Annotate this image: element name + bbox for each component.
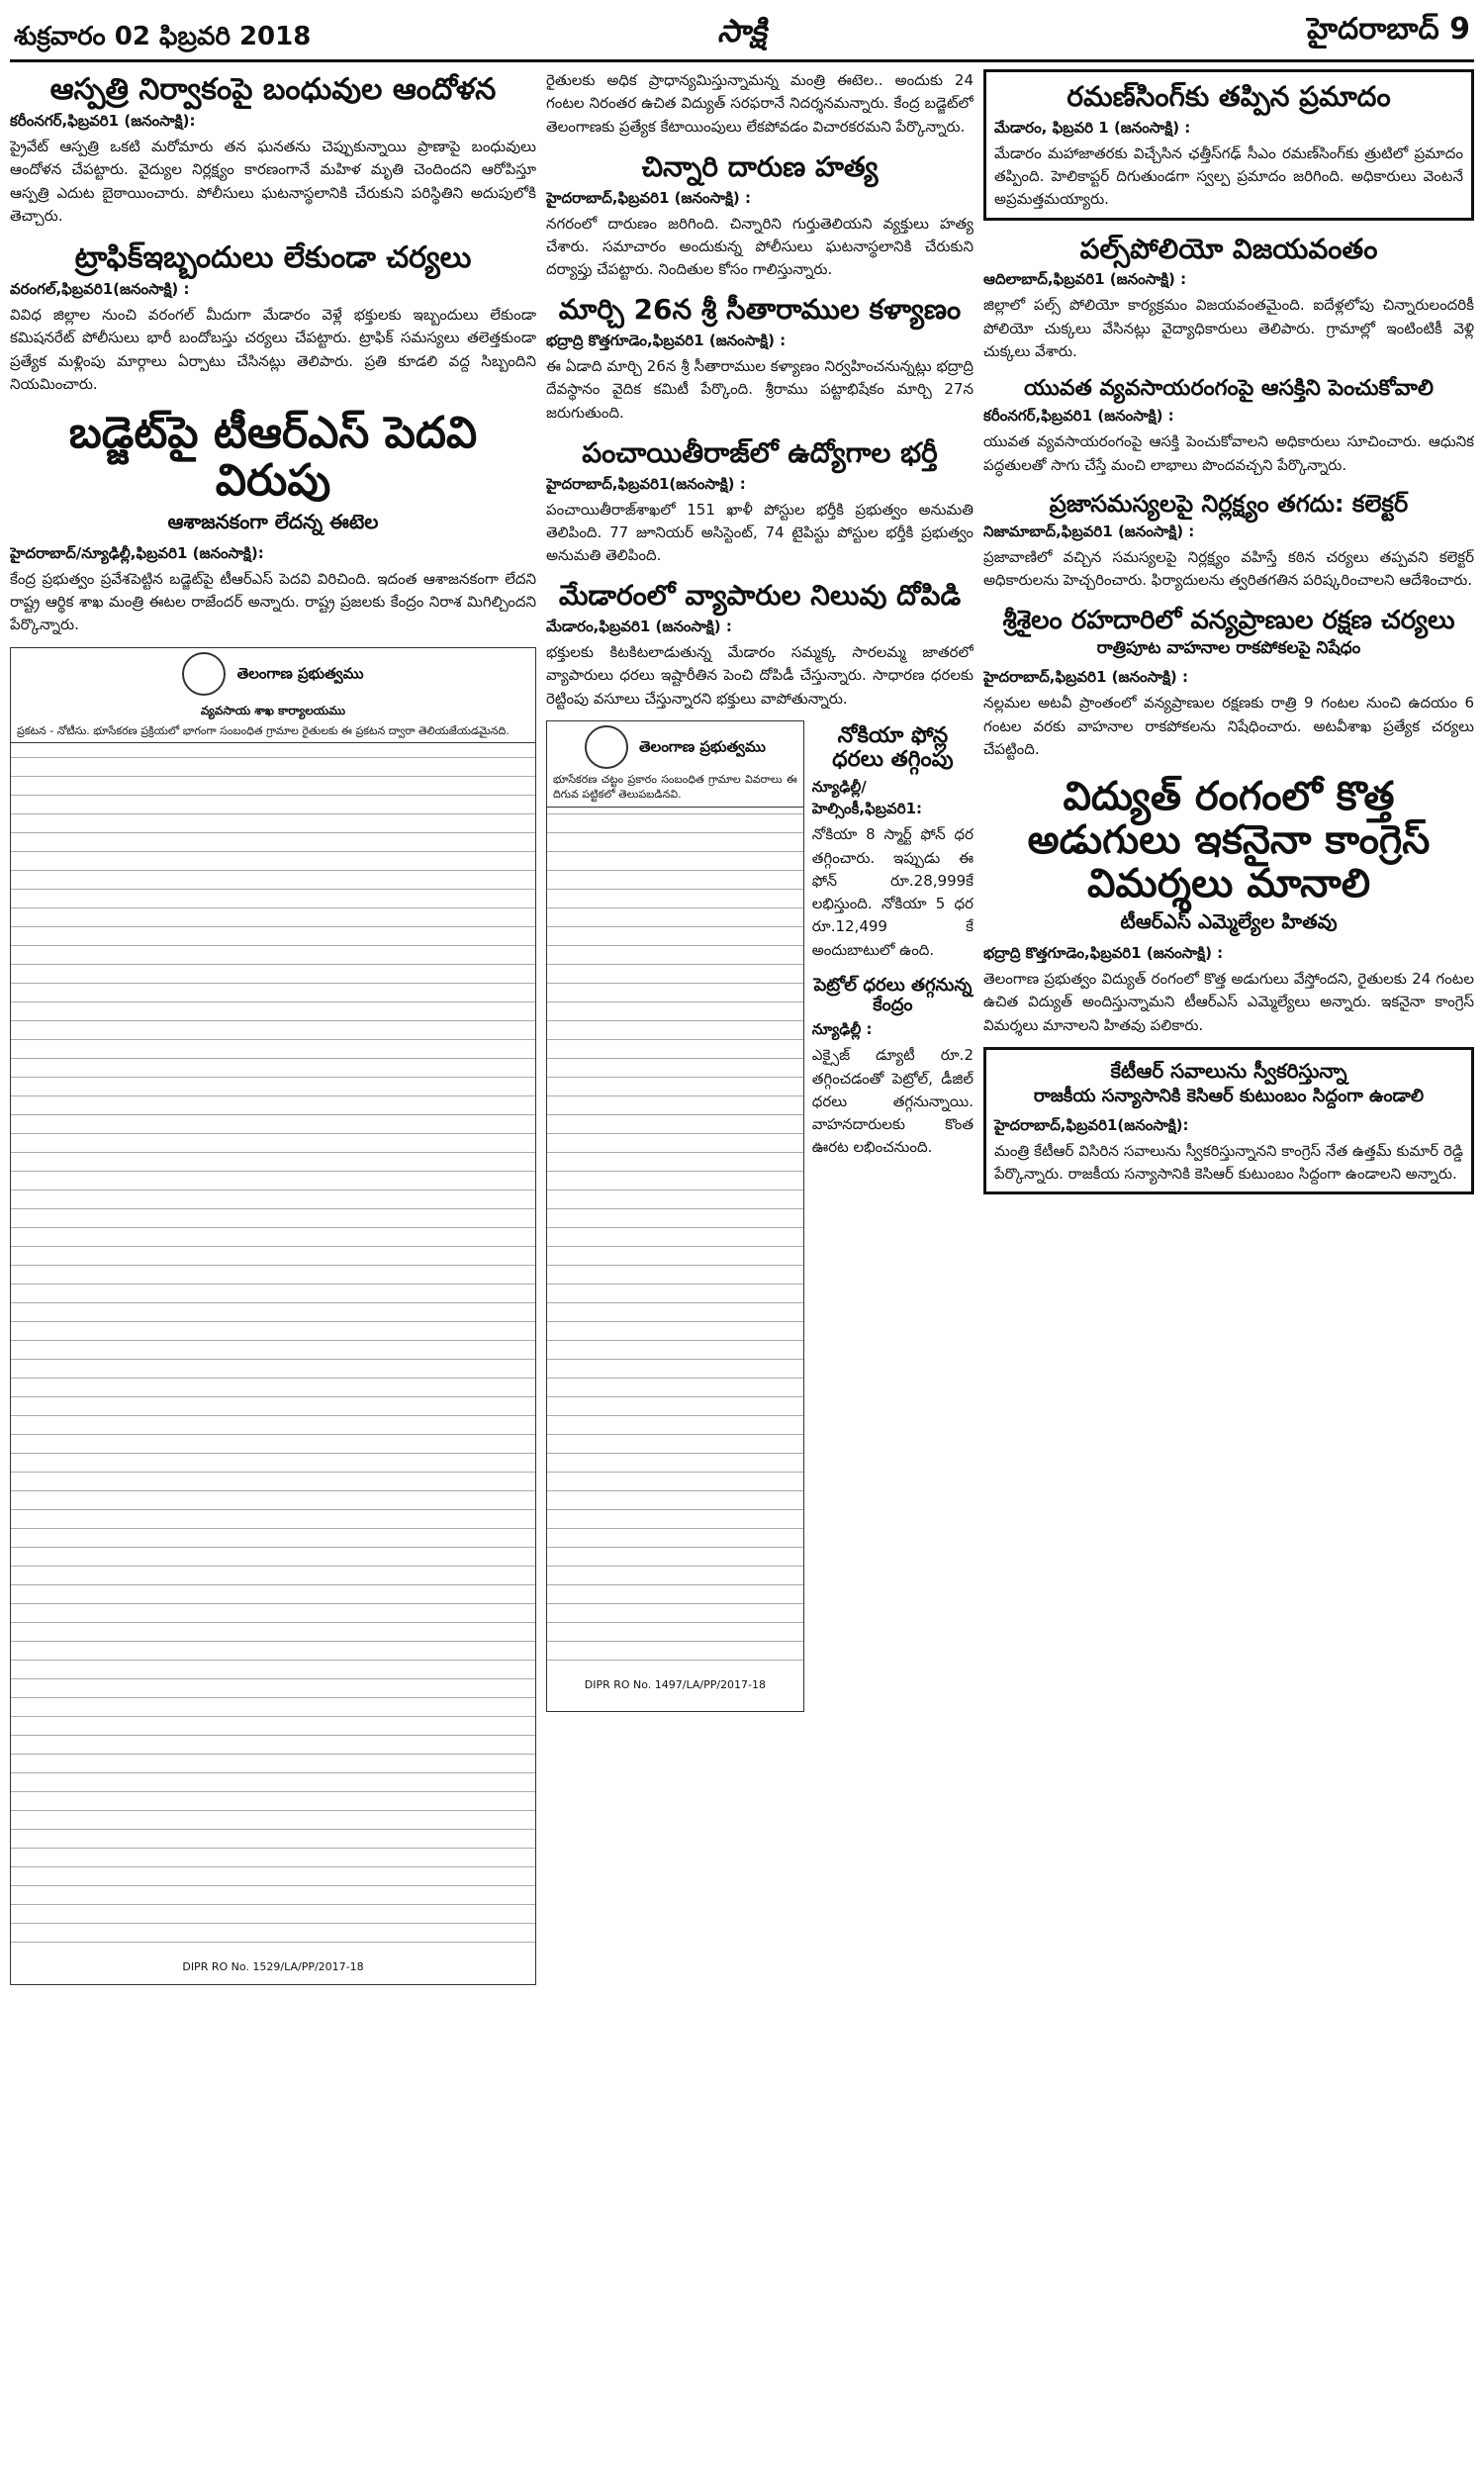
ad-footer: DIPR RO No. 1529/LA/PP/2017-18	[182, 1960, 364, 1974]
story-dateline: హైదరాబాద్,ఫిబ్రవరి1(జనంసాక్షి) :	[546, 474, 746, 493]
story-hospital-protest	[10, 69, 536, 228]
column-right	[983, 69, 1474, 2465]
story-body: నోకియా 8 స్మార్ట్ ఫోన్ ధర తగ్గించారు. ఇప్పుడు ఈ ఫోన్ రూ.28,999కే లభిస్తుంది. నోకియా 5 ధర రూ.12,499 కే అందుబాటులో ఉంది.	[811, 825, 974, 959]
story-dateline: భద్రాద్రి కొత్తగూడెం,ఫిబ్రవరి1 (జనంసాక్షి) :	[983, 944, 1224, 963]
ad-title: తెలంగాణ ప్రభుత్వము	[236, 664, 364, 683]
story-headline: పల్స్‌పోలియో విజయవంతం	[1079, 232, 1378, 265]
story-body: భక్తులకు కిటకిటలాడుతున్న మేడారం సమ్మక్క సారలమ్మ జాతరలో వ్యాపారులు ధరలు ఇష్టారీతిన పెంచి దోపిడీ చేస్తున్నారు. సాధారణ ధరలకు రెట్టింపు వసూలు చేస్తున్నారని భక్తులు వాపోతున్నారు.	[546, 643, 974, 708]
story-youth-agriculture	[983, 373, 1474, 477]
story-headline: పెట్రోల్ ధరలు తగ్గనున్న కేంద్రం	[813, 974, 973, 1015]
ad-footer: DIPR RO No. 1497/LA/PP/2017-18	[584, 1677, 767, 1691]
story-traffic	[10, 238, 536, 396]
side-stories	[812, 720, 974, 1712]
story-raman-singh	[983, 69, 1474, 221]
story-body: ప్రైవేట్ ఆస్పత్రి ఒకటి మరోమారు తన ఘనతను చెప్పుకున్నాయి ప్రాణాపై బంధువులు ఆందోళన చేపట్టారు. వైద్యుల నిర్లక్ష్యం కారణంగానే మహిళ మృతి చెందిందని ఆరోపిస్తూ ఆస్పత్రి ఎదుట బైఠాయించారు. పోలీసులు ఘటనాస్థలానికి చేరుకుని పరిస్థితిని అదుపులోకి తెచ్చారు.	[10, 138, 536, 225]
story-budget	[10, 406, 536, 637]
story-ktr-challenge	[983, 1047, 1474, 1195]
story-srisailam-wildlife	[983, 603, 1474, 761]
story-headline: కేటీఆర్ సవాలును స్వీకరిస్తున్నా	[1110, 1058, 1347, 1083]
story-subheadline: టీఆర్ఎస్ ఎమ్మెల్యేల హితవు	[1120, 909, 1338, 934]
story-body: మేడారం మహాజాతరకు విచ్చేసిన ఛత్తీస్‌గఢ్ సీఎం రమణ్‌సింగ్‌కు త్రుటిలో ప్రమాదం తప్పింది. హెలికాప్టర్ దిగుతుండగా స్వల్ప ప్రమాదం జరిగింది. అధికారులు వెంటనే అప్రమత్తమయ్యారు.	[994, 143, 1463, 209]
story-dateline: హైదరాబాద్,ఫిబ్రవరి1(జనంసాక్షి):	[994, 1115, 1189, 1134]
ad-table	[547, 807, 803, 1678]
ad-table	[11, 742, 535, 1960]
story-body: యువత వ్యవసాయరంగంపై ఆసక్తి పెంచుకోవాలని అధికారులు సూచించారు. ఆధునిక పద్ధతులతో సాగు చేస్తే మంచి లాభాలు పొందవచ్చని పేర్కొన్నారు.	[983, 432, 1474, 474]
story-collector	[983, 487, 1474, 593]
ad-subtitle: వ్యవసాయ శాఖ కార్యాలయము	[200, 703, 346, 717]
middle-bottom-row	[546, 720, 974, 1712]
story-dateline: హైదరాబాద్/న్యూఢిల్లీ,ఫిబ్రవరి1 (జనంసాక్షి):	[10, 543, 264, 562]
story-dateline: హైదరాబాద్,ఫిబ్రవరి1 (జనంసాక్షి) :	[546, 188, 751, 207]
story-headline: విద్యుత్ రంగంలో కొత్త అడుగులు ఇకనైనా కాంగ్రెస్ విమర్శలు మానాలి	[1027, 774, 1431, 907]
story-sitarama-kalyanam	[546, 291, 974, 425]
story-body: నగరంలో దారుణం జరిగింది. చిన్నారిని గుర్తుతెలియని వ్యక్తులు హత్య చేశారు. సమాచారం అందుకున్న పోలీసులు ఘటనాస్థలానికి చేరుకుని దర్యాప్తు చేపట్టారు. నిందితుల కోసం గాలిస్తున్నారు.	[546, 214, 974, 279]
story-headline: శ్రీశైలం రహదారిలో వన్యప్రాణుల రక్షణ చర్యలు	[1002, 605, 1455, 635]
story-dateline: మేడారం,ఫిబ్రవరి1 (జనంసాక్షి) :	[546, 618, 732, 636]
story-body: పంచాయితీరాజ్‌శాఖలో 151 ఖాళీ పోస్టుల భర్తీకి ప్రభుత్వం అనుమతి తెలిపింది. 77 జూనియర్ అసిస్టెంట్, 74 టైపిస్టు పోస్టుల భర్తీకి ప్రభుత్వం అనుమతి తెలిపింది.	[546, 500, 974, 565]
govt-seal-icon	[585, 725, 628, 769]
story-headline: పంచాయితీరాజ్‌లో ఉద్యోగాల భర్తీ	[582, 435, 938, 469]
govt-seal-icon	[182, 652, 226, 696]
story-dateline: కరీంనగర్,ఫిబ్రవరి1 (జనంసాక్షి) :	[983, 407, 1174, 426]
ad-text: భూసేకరణ చట్టం ప్రకారం సంబంధిత గ్రామాల వివరాలు ఈ దిగువ పట్టికలో తెలుపబడినవి.	[553, 772, 797, 801]
govt-notice-ad	[10, 647, 536, 1985]
edition-city	[1307, 12, 1470, 53]
header-rule	[10, 59, 1474, 62]
story-headline: ఆస్పత్రి నిర్వాకంపై బంధువుల ఆందోళన	[49, 72, 497, 107]
story-panchayati-jobs	[546, 434, 974, 568]
story-dateline: న్యూఢిల్లీ :	[811, 1020, 873, 1039]
story-petrol	[812, 972, 974, 1160]
story-body: వివిధ జిల్లాల నుంచి వరంగల్ మీదుగా మేడారం వెళ్లే భక్తులకు ఇబ్బందులు లేకుండా కమిషనరేట్ పోలీసులు భారీ బందోబస్తు చర్యలు చేపట్టారు. ట్రాఫిక్ సమస్యలు తలెత్తకుండా ప్రత్యేక మళ్లింపు మార్గాలు ఏర్పాటు చేసినట్లు తెలిపారు. ప్రతి కూడలి వద్ద సిబ్బందిని నియమించారు.	[10, 306, 536, 393]
story-body: మంత్రి కేటీఆర్ విసిరిన సవాలును స్వీకరిస్తున్నానని కాంగ్రెస్ నేత ఉత్తమ్ కుమార్ రెడ్డి పేర్కొన్నారు. రాజకీయ సన్యాసానికి కెసిఆర్ కుటుంబం సిద్దంగా ఉండాలని అన్నారు.	[994, 1141, 1463, 1184]
story-dateline: ఆదిలాబాద్,ఫిబ్రవరి1 (జనంసాక్షి) :	[983, 270, 1187, 289]
story-dateline: వరంగల్,ఫిబ్రవరి1(జనంసాక్షి) :	[10, 280, 190, 298]
story-headline: ప్రజాసమస్యలపై నిర్లక్ష్యం తగదు: కలెక్టర్	[1049, 489, 1409, 518]
story-headline: నోకియా ఫోన్ల ధరలు తగ్గింపు	[832, 722, 954, 773]
story-budget-cont	[546, 69, 974, 139]
city-name: హైదరాబాద్	[1307, 12, 1439, 47]
column-middle	[546, 69, 974, 2465]
story-subheadline: ఆశాజనకంగా లేదన్న ఈటెల	[167, 509, 379, 533]
story-body: ఈ ఏడాది మార్చి 26న శ్రీ సీతారాముల కళ్యాణం నిర్వహించనున్నట్లు భద్రాద్రి దేవస్థానం వైదిక కమిటీ పేర్కొంది. శ్రీరాము పట్టాభిషేకం మార్చి 27న జరుగుతుంది.	[546, 357, 974, 422]
issue-date: శుక్రవారం 02 ఫిబ్రవరి 2018	[14, 22, 312, 51]
story-headline: రమణ్‌సింగ్‌కు తప్పిన ప్రమాదం	[1067, 80, 1391, 113]
story-body: నల్లమల అటవీ ప్రాంతంలో వన్యప్రాణుల రక్షణకు రాత్రి 9 గంటల నుంచి ఉదయం 6 గంటల వరకు వాహనాల రాకపోకలను నిషేధించారు. అటవీశాఖ ప్రత్యేక చర్యలు చేపట్టింది.	[983, 694, 1474, 758]
masthead-logo: సాక్షి	[717, 12, 767, 49]
story-dateline: నిజామాబాద్,ఫిబ్రవరి1 (జనంసాక్షి) :	[983, 523, 1195, 541]
page-number: 9	[1449, 12, 1470, 47]
story-dateline: న్యూఢిల్లీ/హెల్సింకీ,ఫిబ్రవరి1:	[811, 778, 923, 818]
ad-title: తెలంగాణ ప్రభుత్వము	[639, 737, 766, 756]
column-left	[10, 69, 536, 2465]
story-headline: మార్చి 26న శ్రీ సీతారాముల కళ్యాణం	[558, 293, 962, 327]
govt-notice-ad-2	[546, 720, 804, 1712]
story-headline: యువత వ్యవసాయరంగంపై ఆసక్తిని పెంచుకోవాలి	[1024, 376, 1434, 402]
story-body: రైతులకు అధిక ప్రాధాన్యమిస్తున్నామన్న మంత్రి ఈటెల.. అందుకు 24 గంటల నిరంతర ఉచిత విద్యుత్ సరఫరానే నిదర్శనమన్నారు. కేంద్ర బడ్జెట్‌లో తెలంగాణకు ప్రత్యేక కేటాయింపులు లేకపోవడం విచారకరమని పేర్కొన్నారు.	[546, 71, 974, 136]
page-header	[0, 0, 1484, 79]
story-subheadline: రాత్రిపూట వాహనాల రాకపోకలపై నిషేధం	[1096, 638, 1361, 659]
story-dateline: మేడారం, ఫిబ్రవరి 1 (జనంసాక్షి) :	[994, 118, 1191, 137]
story-dateline: భద్రాద్రి కొత్తగూడెం,ఫిబ్రవరి1 (జనంసాక్షి) :	[546, 332, 787, 350]
story-power-sector	[983, 771, 1474, 1037]
story-body: జిల్లాలో పల్స్ పోలియో కార్యక్రమం విజయవంతమైంది. ఐదేళ్లలోపు చిన్నారులందరికీ పోలియో చుక్కలు వేసినట్లు వైద్యాధికారులు తెలిపారు. గ్రామాల్లో ఇంటింటికీ వెళ్లి చుక్కలు వేశారు.	[983, 296, 1474, 360]
story-headline: మేడారంలో వ్యాపారుల నిలువు దోపిడి	[558, 579, 962, 613]
ad-text: ప్రకటన - నోటీసు. భూసేకరణ ప్రక్రియలో భాగంగా సంబంధిత గ్రామాల రైతులకు ఈ ప్రకటన ద్వారా తెలియజేయడమైనది.	[17, 723, 510, 737]
story-dateline: కరీంనగర్,ఫిబ్రవరి1 (జనంసాక్షి):	[10, 112, 196, 130]
story-pulse-polio	[983, 231, 1474, 364]
story-body: ప్రజావాణిలో వచ్చిన సమస్యలపై నిర్లక్ష్యం వహిస్తే కఠిన చర్యలు తప్పవని కలెక్టర్ అధికారులను హెచ్చరించారు. ఫిర్యాదులను త్వరితగతిన పరిష్కరించాలని ఆదేశించారు.	[983, 548, 1474, 590]
story-nokia	[812, 720, 974, 962]
story-body: తెలంగాణ ప్రభుత్వం విద్యుత్ రంగంలో కొత్త అడుగులు వేస్తోందని, రైతులకు 24 గంటల ఉచిత విద్యుత్ అందిస్తున్నామని టీఆర్ఎస్ ఎమ్మెల్యేలు అన్నారు. ఇకనైనా కాంగ్రెస్ విమర్శలు మానాలని హితవు పలికారు.	[983, 970, 1474, 1034]
story-child-murder	[546, 148, 974, 282]
story-subheadline: రాజకీయ సన్యాసానికి కెసిఆర్ కుటుంబం సిద్దంగా ఉండాలి	[1033, 1085, 1425, 1106]
story-headline: బడ్జెట్‌పై టీఆర్ఎస్ పెదవి విరుపు	[68, 408, 478, 507]
story-headline: ట్రాఫిక్‌ఇబ్బందులు లేకుండా చర్యలు	[74, 240, 472, 275]
story-body: కేంద్ర ప్రభుత్వం ప్రవేశపెట్టిన బడ్జెట్‌పై టీఆర్ఎస్ పెదవి విరిచింది. ఇదంత ఆశాజనకంగా లేదని రాష్ట్ర ఆర్థిక శాఖ మంత్రి ఈటల రాజేందర్ అన్నారు. రాష్ట్ర ప్రజలకు కేంద్రం నిరాశ మిగిల్చిందని పేర్కొన్నారు.	[10, 569, 536, 634]
story-medaram-traders	[546, 577, 974, 711]
story-headline: చిన్నారి దారుణ హత్య	[641, 149, 879, 183]
story-dateline: హైదరాబాద్,ఫిబ్రవరి1 (జనంసాక్షి) :	[983, 668, 1188, 687]
story-body: ఎక్సైజ్ డ్యూటీ రూ.2 తగ్గించడంతో పెట్రోల్, డీజిల్ ధరలు తగ్గనున్నాయి. వాహనదారులకు కొంత ఊరట లభించనుంది.	[811, 1046, 974, 1157]
